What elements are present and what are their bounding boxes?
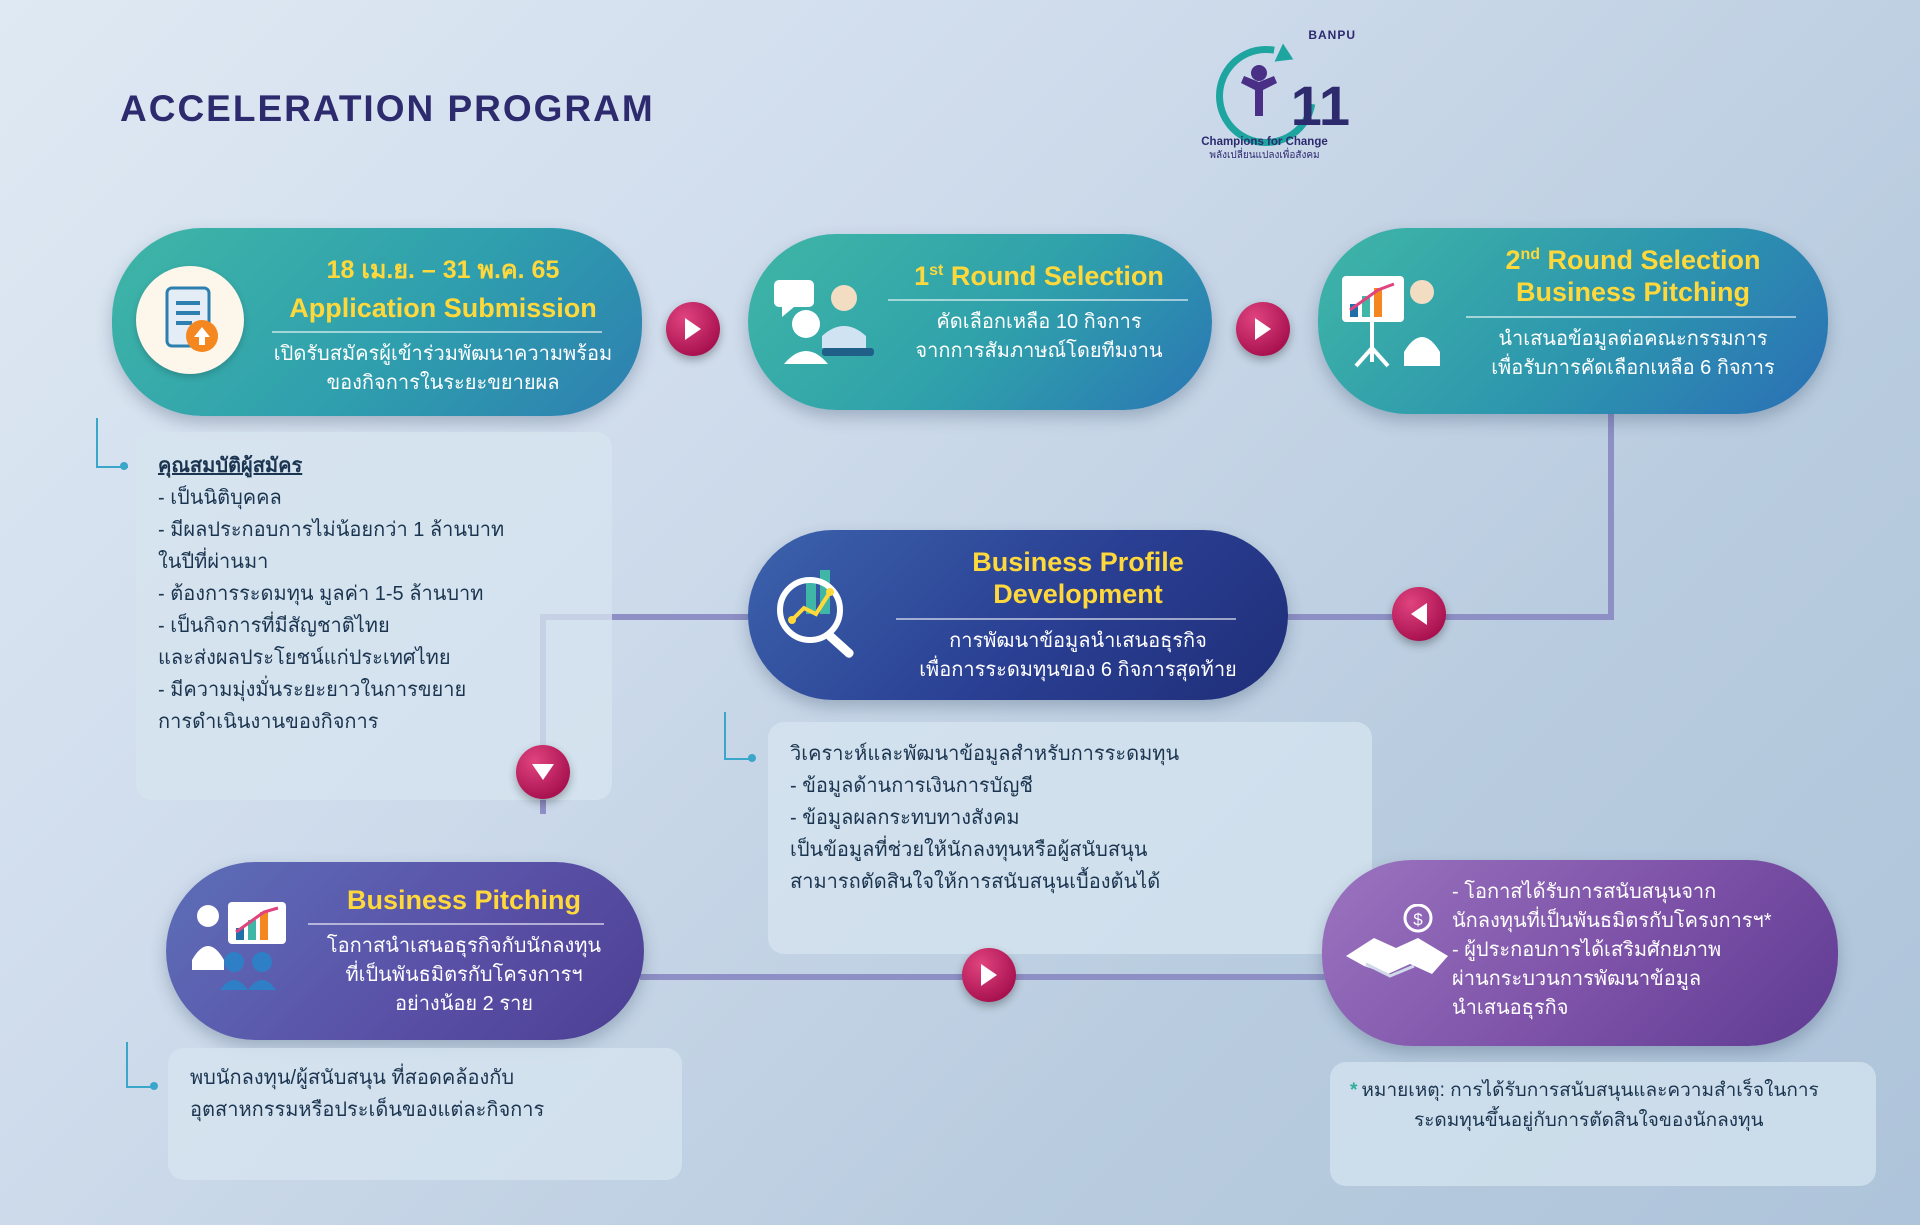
step-application-submission[interactable] xyxy=(112,228,642,416)
step-round1-selection[interactable] xyxy=(748,234,1212,410)
magnifier-chart-icon xyxy=(772,566,872,662)
outcome-line-2: นักลงทุนที่เป็นพันธมิตรกับโครงการฯ* xyxy=(1452,910,1772,932)
profile-heading-2: Development xyxy=(993,579,1163,610)
note-qualification-item-7: การดำเนินงานของกิจการ xyxy=(158,711,379,733)
logo-brand: BANPU xyxy=(1308,28,1356,42)
arrow-badge-pitching-to-outcome xyxy=(962,948,1016,1002)
logo-program-name xyxy=(1192,136,1337,163)
pitching-body-2: ที่เป็นพันธมิตรกับโครงการฯ xyxy=(345,964,583,987)
profile-body-1: การพัฒนาข้อมูลนำเสนอธุรกิจ xyxy=(949,629,1207,652)
step-outcome[interactable] xyxy=(1322,860,1838,1046)
connector-round2-to-profile-h xyxy=(1280,614,1614,620)
note-qualification-item-0: - เป็นนิติบุคคล xyxy=(158,487,282,509)
note-qualification-item-3: - ต้องการระดมทุน มูลค่า 1-5 ล้านบาท xyxy=(158,583,484,605)
round1-heading xyxy=(866,234,1212,292)
note-profile-item-4: สามารถตัดสินใจให้การสนับสนุนเบื้องต้นได้ xyxy=(790,871,1161,893)
application-date: 18 เม.ย. – 31 พ.ค. 65 xyxy=(326,256,560,284)
round1-heading-ordinal: st xyxy=(929,262,944,279)
note-qualification-item-6: - มีความมุ่งมั่นระยะยาวในการขยาย xyxy=(158,679,467,701)
interview-people-icon xyxy=(770,276,878,368)
arrow-badge-round2-to-profile xyxy=(1392,587,1446,641)
footnote-star: * xyxy=(1350,1080,1358,1101)
callout-line-pitching xyxy=(126,1042,156,1088)
pitching-heading: Business Pitching xyxy=(346,885,582,915)
round1-heading-text: Round Selection xyxy=(943,261,1164,291)
note-pitching xyxy=(168,1048,682,1180)
note-profile-development xyxy=(768,722,1372,954)
application-heading: Application Submission xyxy=(289,293,597,323)
note-qualification-item-1: - มีผลประกอบการไม่น้อยกว่า 1 ล้านบาท xyxy=(158,519,505,541)
note-profile-item-1: - ข้อมูลด้านการเงินการบัญชี xyxy=(790,775,1033,797)
callout-line-profile xyxy=(724,712,754,760)
note-qualification-item-2: ในปีที่ผ่านมา xyxy=(158,551,269,573)
outcome-line-4: ผ่านกระบวนการพัฒนาข้อมูล xyxy=(1452,968,1702,990)
round2-body-2: เพื่อรับการคัดเลือกเหลือ 6 กิจการ xyxy=(1491,356,1775,379)
footnote-line-2: ระดมทุนขึ้นอยู่กับการตัดสินใจของนักลงทุน xyxy=(1414,1110,1764,1132)
application-body-2: ของกิจการในระยะขยายผล xyxy=(326,372,560,395)
logo-number: 11 xyxy=(1290,74,1350,137)
pitching-body-3: อย่างน้อย 2 ราย xyxy=(394,993,534,1016)
arrow-badge-round1-to-round2 xyxy=(1236,302,1290,356)
callout-dot-pitching xyxy=(150,1082,158,1090)
round1-body-2: จากการสัมภาษณ์โดยทีมงาน xyxy=(915,340,1163,363)
note-profile-item-0: วิเคราะห์และพัฒนาข้อมูลสำหรับการระดมทุน xyxy=(790,743,1180,765)
round1-heading-num: 1 xyxy=(914,261,930,291)
profile-heading-1: Business Profile xyxy=(972,547,1184,577)
round2-heading-line2: Business Pitching xyxy=(1515,277,1751,308)
person-icon xyxy=(1236,64,1282,116)
step-business-profile-development[interactable] xyxy=(748,530,1288,700)
round1-body-1: คัดเลือกเหลือ 10 กิจการ xyxy=(936,311,1142,334)
document-upload-icon-wrap xyxy=(136,266,244,374)
profile-body-2: เพื่อการระดมทุนของ 6 กิจการสุดท้าย xyxy=(919,658,1237,681)
outcome-line-3: - ผู้ประกอบการได้เสริมศักยภาพ xyxy=(1452,939,1722,961)
footnote-line-1: หมายเหตุ: การได้รับการสนับสนุนและความสำเร็จในการ xyxy=(1361,1080,1819,1101)
arrow-badge-profile-to-pitching xyxy=(516,745,570,799)
round2-heading-ordinal: nd xyxy=(1520,246,1541,263)
step-round2-selection[interactable] xyxy=(1318,228,1828,414)
outcome-line-5: นำเสนอธุรกิจ xyxy=(1452,997,1569,1019)
callout-dot-qualification xyxy=(120,462,128,470)
arrow-badge-app-to-round1 xyxy=(666,302,720,356)
pitching-body-1: โอกาสนำเสนอธุรกิจกับนักลงทุน xyxy=(326,935,602,958)
round2-heading xyxy=(1438,228,1828,276)
note-pitching-item-0: พบนักลงทุน/ผู้สนับสนุน ที่สอดคล้องกับ xyxy=(190,1067,515,1089)
presentation-chart-icon xyxy=(1336,270,1448,370)
logo-program-en: Champions for Change xyxy=(1201,136,1328,148)
callout-dot-profile xyxy=(748,754,756,762)
round2-heading-num: 2 xyxy=(1505,245,1521,275)
connector-round2-to-profile-v xyxy=(1608,408,1614,620)
outcome-line-1: - โอกาสได้รับการสนับสนุนจาก xyxy=(1452,881,1717,903)
handshake-money-icon xyxy=(1340,904,1458,996)
note-qualification-title: คุณสมบัติผู้สมัคร xyxy=(158,455,303,477)
logo-program-th: พลังเปลี่ยนแปลงเพื่อสังคม xyxy=(1209,150,1320,161)
note-qualification-item-5: และส่งผลประโยชน์แก่ประเทศไทย xyxy=(158,647,451,669)
application-body-1: เปิดรับสมัครผู้เข้าร่วมพัฒนาความพร้อม xyxy=(273,343,613,366)
page-title: ACCELERATION PROGRAM xyxy=(120,88,655,129)
note-qualification-item-4: - เป็นกิจการที่มีสัญชาติไทย xyxy=(158,615,390,637)
svg-text:$: $ xyxy=(1413,910,1423,929)
document-upload-icon xyxy=(159,284,221,356)
callout-line-qualification xyxy=(96,418,128,468)
note-profile-item-2: - ข้อมูลผลกระทบทางสังคม xyxy=(790,807,1020,829)
round2-heading-text: Round Selection xyxy=(1540,245,1761,275)
round2-body-1: นำเสนอข้อมูลต่อคณะกรรมการ xyxy=(1498,327,1768,350)
note-profile-item-3: เป็นข้อมูลที่ช่วยให้นักลงทุนหรือผู้สนับสนุน xyxy=(790,839,1148,861)
note-footnote xyxy=(1330,1062,1876,1186)
note-pitching-item-1: อุตสาหกรรมหรือประเด็นของแต่ละกิจการ xyxy=(190,1099,545,1121)
step-business-pitching[interactable] xyxy=(166,862,644,1040)
presenter-audience-icon xyxy=(184,898,292,994)
logo xyxy=(1182,28,1372,168)
